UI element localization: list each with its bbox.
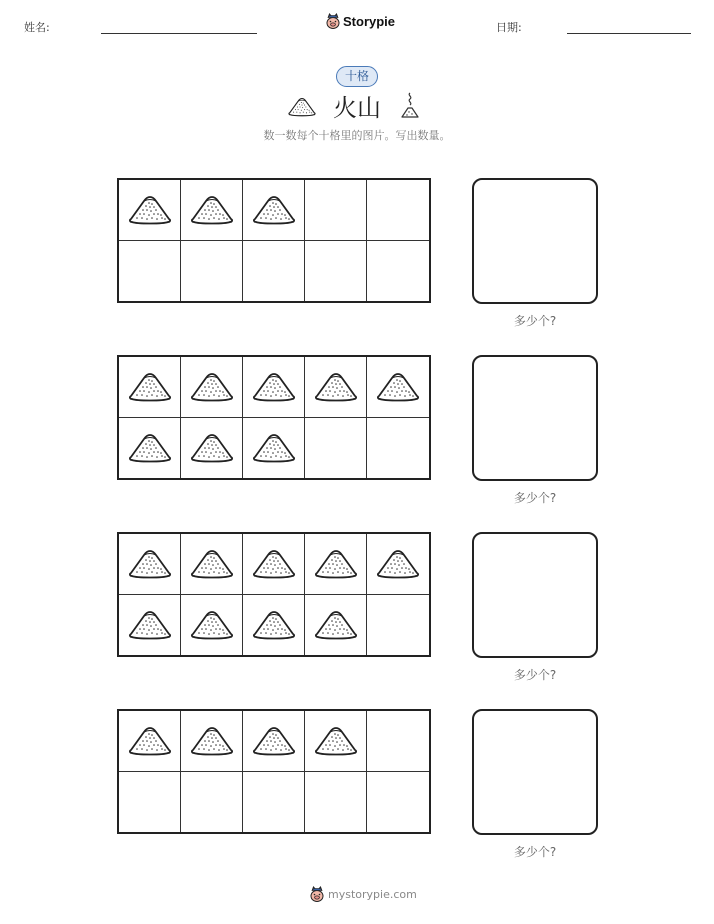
ten-frame-cell [119, 241, 181, 302]
erupting-volcano-icon [400, 91, 420, 119]
ten-frame-cell [181, 534, 243, 595]
ten-frame-cell [243, 595, 305, 656]
ten-frame-cell [243, 357, 305, 418]
date-line[interactable] [567, 33, 691, 34]
ten-frame-cell [243, 180, 305, 241]
how-many-label-2: 多少个? [513, 491, 557, 505]
ten-frame-cell [181, 711, 243, 772]
topic-badge: 十格 [336, 66, 378, 87]
pig-logo-icon [310, 886, 324, 902]
ten-frame-cell [305, 595, 367, 656]
ten-frame-cell [181, 241, 243, 302]
ten-frame-cell [119, 357, 181, 418]
ten-frame-cell [305, 180, 367, 241]
ten-frame-cell [243, 711, 305, 772]
ten-frame-cell [119, 711, 181, 772]
how-many-label-3: 多少个? [513, 668, 557, 682]
ten-frame-cell [367, 418, 429, 479]
ten-frame-cell [305, 534, 367, 595]
volcano-icon [375, 370, 421, 404]
answer-box-2[interactable] [472, 355, 598, 481]
ten-frame-cell [243, 772, 305, 833]
date-label: 日期: [496, 21, 522, 34]
volcano-icon [127, 431, 173, 465]
ten-frame-cell [367, 772, 429, 833]
instructions: 数一数每个十格里的图片。写出数量。 [263, 129, 451, 142]
ten-frame-cell [119, 418, 181, 479]
answer-box-1[interactable] [472, 178, 598, 304]
ten-frame-4 [117, 709, 431, 834]
ten-frame-cell [119, 595, 181, 656]
volcano-icon [127, 608, 173, 642]
volcano-icon [127, 370, 173, 404]
ten-frame-cell [305, 772, 367, 833]
volcano-icon [313, 724, 359, 758]
ten-frame-cell [243, 241, 305, 302]
ten-frame-cell [119, 180, 181, 241]
ten-frame-cell [243, 534, 305, 595]
volcano-icon [251, 193, 297, 227]
volcano-icon [313, 547, 359, 581]
logo-text: Storypie [343, 13, 396, 29]
ten-frame-2 [117, 355, 431, 480]
ten-frame-cell [305, 241, 367, 302]
how-many-label-4: 多少个? [513, 845, 557, 859]
volcano-icon [251, 370, 297, 404]
storypie-logo [326, 13, 395, 29]
volcano-icon [189, 193, 235, 227]
ten-frame-cell [181, 357, 243, 418]
pig-logo-icon [326, 13, 340, 29]
name-label: 姓名: [24, 21, 50, 34]
ten-frame-cell [243, 418, 305, 479]
ten-frame-cell [181, 772, 243, 833]
volcano-icon [189, 431, 235, 465]
volcano-icon [189, 724, 235, 758]
ten-frame-cell [181, 180, 243, 241]
ten-frame-cell [119, 534, 181, 595]
ten-frame-cell [367, 180, 429, 241]
ten-frame-cell [181, 595, 243, 656]
page-title: 火山 [333, 94, 381, 122]
name-line[interactable] [101, 33, 257, 34]
volcano-icon [286, 96, 318, 118]
ten-frame-cell [367, 534, 429, 595]
ten-frame-cell [367, 357, 429, 418]
volcano-icon [251, 431, 297, 465]
volcano-icon [189, 608, 235, 642]
volcano-icon [375, 547, 421, 581]
volcano-icon [127, 547, 173, 581]
ten-frame-cell [367, 241, 429, 302]
ten-frame-cell [305, 711, 367, 772]
ten-frame-cell [305, 357, 367, 418]
volcano-icon [313, 370, 359, 404]
volcano-icon [251, 547, 297, 581]
footer [310, 886, 417, 902]
answer-box-4[interactable] [472, 709, 598, 835]
ten-frame-cell [119, 772, 181, 833]
ten-frame-cell [181, 418, 243, 479]
ten-frame-cell [367, 595, 429, 656]
volcano-icon [251, 608, 297, 642]
ten-frame-1 [117, 178, 431, 303]
ten-frame-3 [117, 532, 431, 657]
ten-frame-cell [305, 418, 367, 479]
ten-frame-cell [367, 711, 429, 772]
volcano-icon [189, 370, 235, 404]
volcano-icon [127, 193, 173, 227]
volcano-icon [189, 547, 235, 581]
footer-site: mystorypie.com [328, 887, 417, 901]
volcano-icon [313, 608, 359, 642]
volcano-icon [127, 724, 173, 758]
how-many-label-1: 多少个? [513, 314, 557, 328]
answer-box-3[interactable] [472, 532, 598, 658]
volcano-icon [251, 724, 297, 758]
